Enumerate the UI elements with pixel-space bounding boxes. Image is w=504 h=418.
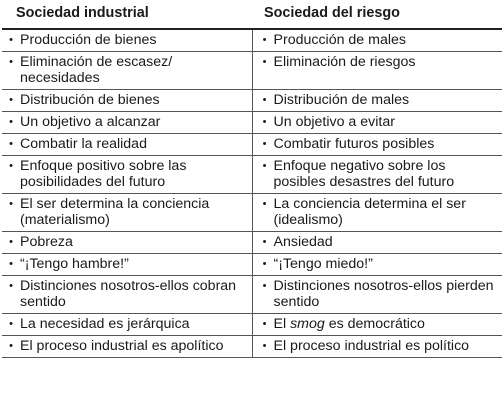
left-cell-text: Enfoque positivo sobre las posibilidades del futuro bbox=[20, 158, 187, 190]
comparison-table bbox=[2, 3, 502, 358]
left-cell bbox=[2, 194, 252, 232]
right-cell bbox=[252, 90, 502, 112]
table-row bbox=[2, 134, 502, 156]
left-cell-text: La necesidad es jerárquica bbox=[20, 316, 190, 332]
right-cell-text bbox=[274, 316, 497, 332]
table-row bbox=[2, 156, 502, 194]
bullet-icon: • bbox=[9, 318, 13, 330]
left-cell-text: Distinciones nosotros-ellos cobran sentido bbox=[20, 278, 237, 310]
bullet-icon: • bbox=[9, 34, 13, 46]
left-cell bbox=[2, 90, 252, 112]
left-cell-text: Un objetivo a alcanzar bbox=[20, 114, 161, 130]
bullet-icon: • bbox=[9, 160, 13, 172]
right-cell bbox=[252, 52, 502, 90]
right-cell-text: Enfoque negativo sobre los posibles desastres del futuro bbox=[273, 158, 455, 190]
right-cell-text-end: es democrático bbox=[324, 316, 425, 332]
bullet-icon: • bbox=[9, 280, 13, 292]
table-row bbox=[2, 336, 502, 358]
right-cell bbox=[252, 29, 502, 52]
left-cell bbox=[2, 134, 252, 156]
right-cell-text: Producción de males bbox=[273, 32, 406, 48]
right-cell-text: Un objetivo a evitar bbox=[273, 114, 395, 130]
bullet-icon: • bbox=[9, 138, 13, 150]
right-cell-text: Eliminación de riesgos bbox=[273, 54, 416, 70]
right-cell-text: El proceso industrial es político bbox=[273, 338, 470, 354]
table-row bbox=[2, 112, 502, 134]
bullet-icon: • bbox=[262, 318, 267, 330]
bullet-icon: • bbox=[262, 116, 267, 128]
right-cell bbox=[252, 134, 502, 156]
bullet-icon: • bbox=[262, 160, 267, 172]
right-cell-text-start: El bbox=[273, 316, 291, 332]
bullet-icon: • bbox=[9, 198, 13, 210]
left-cell-text: Producción de bienes bbox=[20, 32, 157, 48]
right-cell-text: Combatir futuros posibles bbox=[273, 136, 435, 152]
left-cell-text: El ser determina la conciencia (materialismo) bbox=[20, 196, 210, 228]
bullet-icon: • bbox=[262, 340, 267, 352]
left-cell-text: Pobreza bbox=[20, 234, 73, 250]
header-row bbox=[2, 3, 502, 29]
right-cell bbox=[252, 336, 502, 358]
right-cell bbox=[252, 254, 502, 276]
right-cell bbox=[252, 112, 502, 134]
bullet-icon: • bbox=[262, 258, 267, 270]
bullet-icon: • bbox=[262, 236, 267, 248]
smog-term: smog bbox=[290, 316, 325, 332]
right-cell bbox=[252, 156, 502, 194]
header-risk-society: Sociedad del riesgo bbox=[252, 3, 502, 29]
bullet-icon: • bbox=[262, 280, 267, 292]
left-cell bbox=[2, 336, 252, 358]
right-cell bbox=[252, 232, 502, 254]
right-cell bbox=[252, 314, 502, 336]
table-row bbox=[2, 232, 502, 254]
table-row bbox=[2, 52, 502, 90]
left-cell bbox=[2, 29, 252, 52]
header-industrial-society: Sociedad industrial bbox=[2, 3, 252, 29]
left-cell bbox=[2, 314, 252, 336]
right-cell-text: Distribución de males bbox=[273, 92, 410, 108]
bullet-icon: • bbox=[9, 94, 13, 106]
bullet-icon: • bbox=[262, 94, 267, 106]
left-cell-text: El proceso industrial es apolítico bbox=[20, 338, 224, 354]
table-row bbox=[2, 90, 502, 112]
bullet-icon: • bbox=[9, 56, 13, 68]
table-row bbox=[2, 29, 502, 52]
left-cell-text: Combatir la realidad bbox=[20, 136, 147, 152]
table-row bbox=[2, 194, 502, 232]
left-cell bbox=[2, 232, 252, 254]
bullet-icon: • bbox=[9, 258, 13, 270]
bullet-icon: • bbox=[262, 34, 267, 46]
table-row bbox=[2, 254, 502, 276]
left-cell-text: Distribución de bienes bbox=[20, 92, 160, 108]
bullet-icon: • bbox=[262, 138, 267, 150]
left-cell bbox=[2, 112, 252, 134]
right-cell bbox=[252, 194, 502, 232]
right-cell-text: “¡Tengo miedo!” bbox=[273, 256, 373, 272]
table-row bbox=[2, 276, 502, 314]
bullet-icon: • bbox=[262, 198, 267, 210]
bullet-icon: • bbox=[262, 56, 267, 68]
bullet-icon: • bbox=[9, 236, 13, 248]
left-cell bbox=[2, 52, 252, 90]
left-cell bbox=[2, 156, 252, 194]
left-cell bbox=[2, 276, 252, 314]
bullet-icon: • bbox=[9, 116, 13, 128]
right-cell-text: La conciencia determina el ser (idealismo) bbox=[273, 196, 466, 228]
left-cell bbox=[2, 254, 252, 276]
bullet-icon: • bbox=[9, 340, 13, 352]
right-cell bbox=[252, 276, 502, 314]
right-cell-text: Distinciones nosotros-ellos pierden sentido bbox=[273, 278, 494, 310]
right-cell-text: Ansiedad bbox=[273, 234, 333, 250]
left-cell-text: “¡Tengo hambre!” bbox=[20, 256, 129, 272]
table-row bbox=[2, 314, 502, 336]
left-cell-text: Eliminación de escasez/ necesidades bbox=[20, 54, 173, 86]
